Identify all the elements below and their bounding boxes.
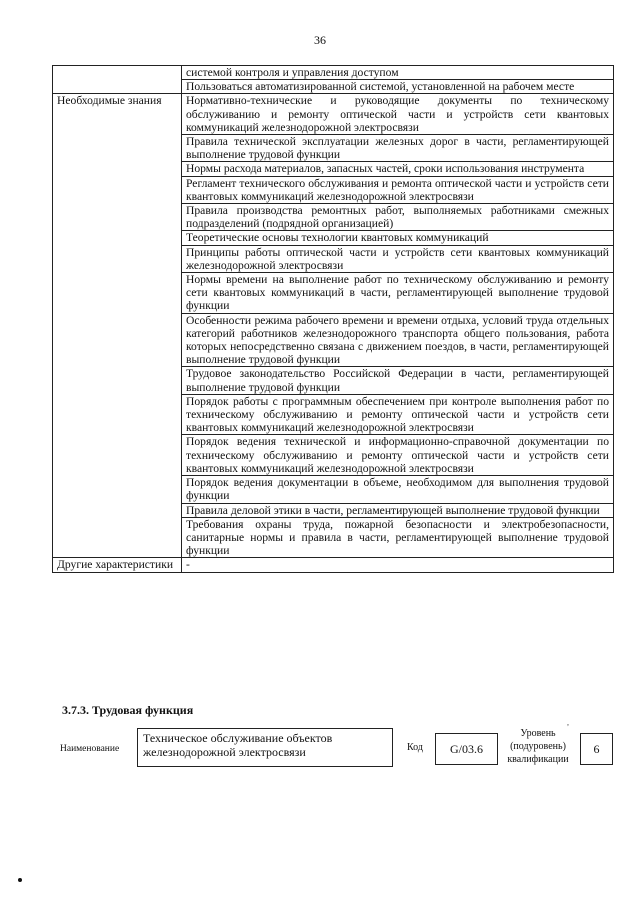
other-characteristics-label: Другие характеристики <box>53 558 182 572</box>
knowledge-table-body <box>53 66 614 573</box>
table-cell: Требования охраны труда, пожарной безопасности и электробезопасности, санитарные нормы и правила в части, регламентирующей выполнение трудовой функции <box>182 517 614 558</box>
other-characteristics-value: - <box>182 558 614 572</box>
table-row <box>53 94 614 135</box>
level-box: 6 <box>580 733 613 765</box>
table-cell: Порядок ведения технической и информационно-справочной документации по техническому обслуживанию и ремонту оптической части и устройств сети квантовых коммуникаций железнодорожной электросвязи <box>182 435 614 476</box>
name-label: Наименование <box>60 744 120 754</box>
code-box: G/03.6 <box>435 733 498 765</box>
table-cell: Нормы времени на выполнение работ по техническому обслуживанию и ремонту сети квантовых коммуникаций в части, регламентирующей выполнение трудовой функции <box>182 273 614 314</box>
code-label: Код <box>407 742 423 753</box>
table-row <box>53 66 614 80</box>
table-cell: Принципы работы оптической части и устройств сети квантовых коммуникаций железнодорожной электросвязи <box>182 245 614 272</box>
table-cell: Регламент технического обслуживания и ремонта оптической части и устройств сети квантовых коммуникаций железнодорожной электросвязи <box>182 176 614 203</box>
continued-label-cell <box>53 66 182 94</box>
table-cell: Правила деловой этики в части, регламентирующей выполнение трудовой функции <box>182 503 614 517</box>
page-number: 36 <box>314 33 326 47</box>
table-cell: Особенности режима рабочего времени и времени отдыха, условий труда отдельных категорий работников железнодорожного транспорта общего пользования, работа которых непосредственно связана с движением поездов, в части, регламентирующей выполнение трудовой функции <box>182 313 614 367</box>
level-label: Уровень (подуровень) квалификации <box>507 728 569 765</box>
table-cell: Порядок работы с программным обеспечением при контроле выполнения работ по техническому обслуживанию и ремонту оптической части и устройств сети квантовых коммуникаций железнодорожной электросвязи <box>182 394 614 435</box>
knowledge-table <box>52 65 614 573</box>
table-cell: Теоретические основы технологии квантовых коммуникаций <box>182 231 614 245</box>
table-cell: Нормы расхода материалов, запасных частей, сроки использования инструмента <box>182 162 614 176</box>
knowledge-label: Необходимые знания <box>53 94 182 558</box>
table-cell: Правила технической эксплуатации железных дорог в части, регламентирующей выполнение трудовой функции <box>182 135 614 162</box>
table-row <box>53 558 614 572</box>
table-cell: Пользоваться автоматизированной системой, установленной на рабочем месте <box>182 80 614 94</box>
table-cell: системой контроля и управления доступом <box>182 66 614 80</box>
table-cell: Трудовое законодательство Российской Федерации в части, регламентирующей выполнение трудовой функции <box>182 367 614 394</box>
scan-dot-icon <box>18 878 22 882</box>
table-cell: Нормативно-технические и руководящие документы по техническому обслуживанию и ремонту оптической части и устройств сети квантовых коммуникаций железнодорожной электросвязи <box>182 94 614 135</box>
section-heading: 3.7.3. Трудовая функция <box>62 703 194 717</box>
table-cell: Правила производства ремонтных работ, выполняемых работниками смежных подразделений (подрядной организацией) <box>182 204 614 231</box>
table-cell: Порядок ведения документации в объеме, необходимом для выполнения трудовой функции <box>182 476 614 503</box>
scan-mark-icon: , <box>567 718 569 727</box>
function-name-box: Техническое обслуживание объектов железнодорожной электросвязи <box>137 728 393 767</box>
